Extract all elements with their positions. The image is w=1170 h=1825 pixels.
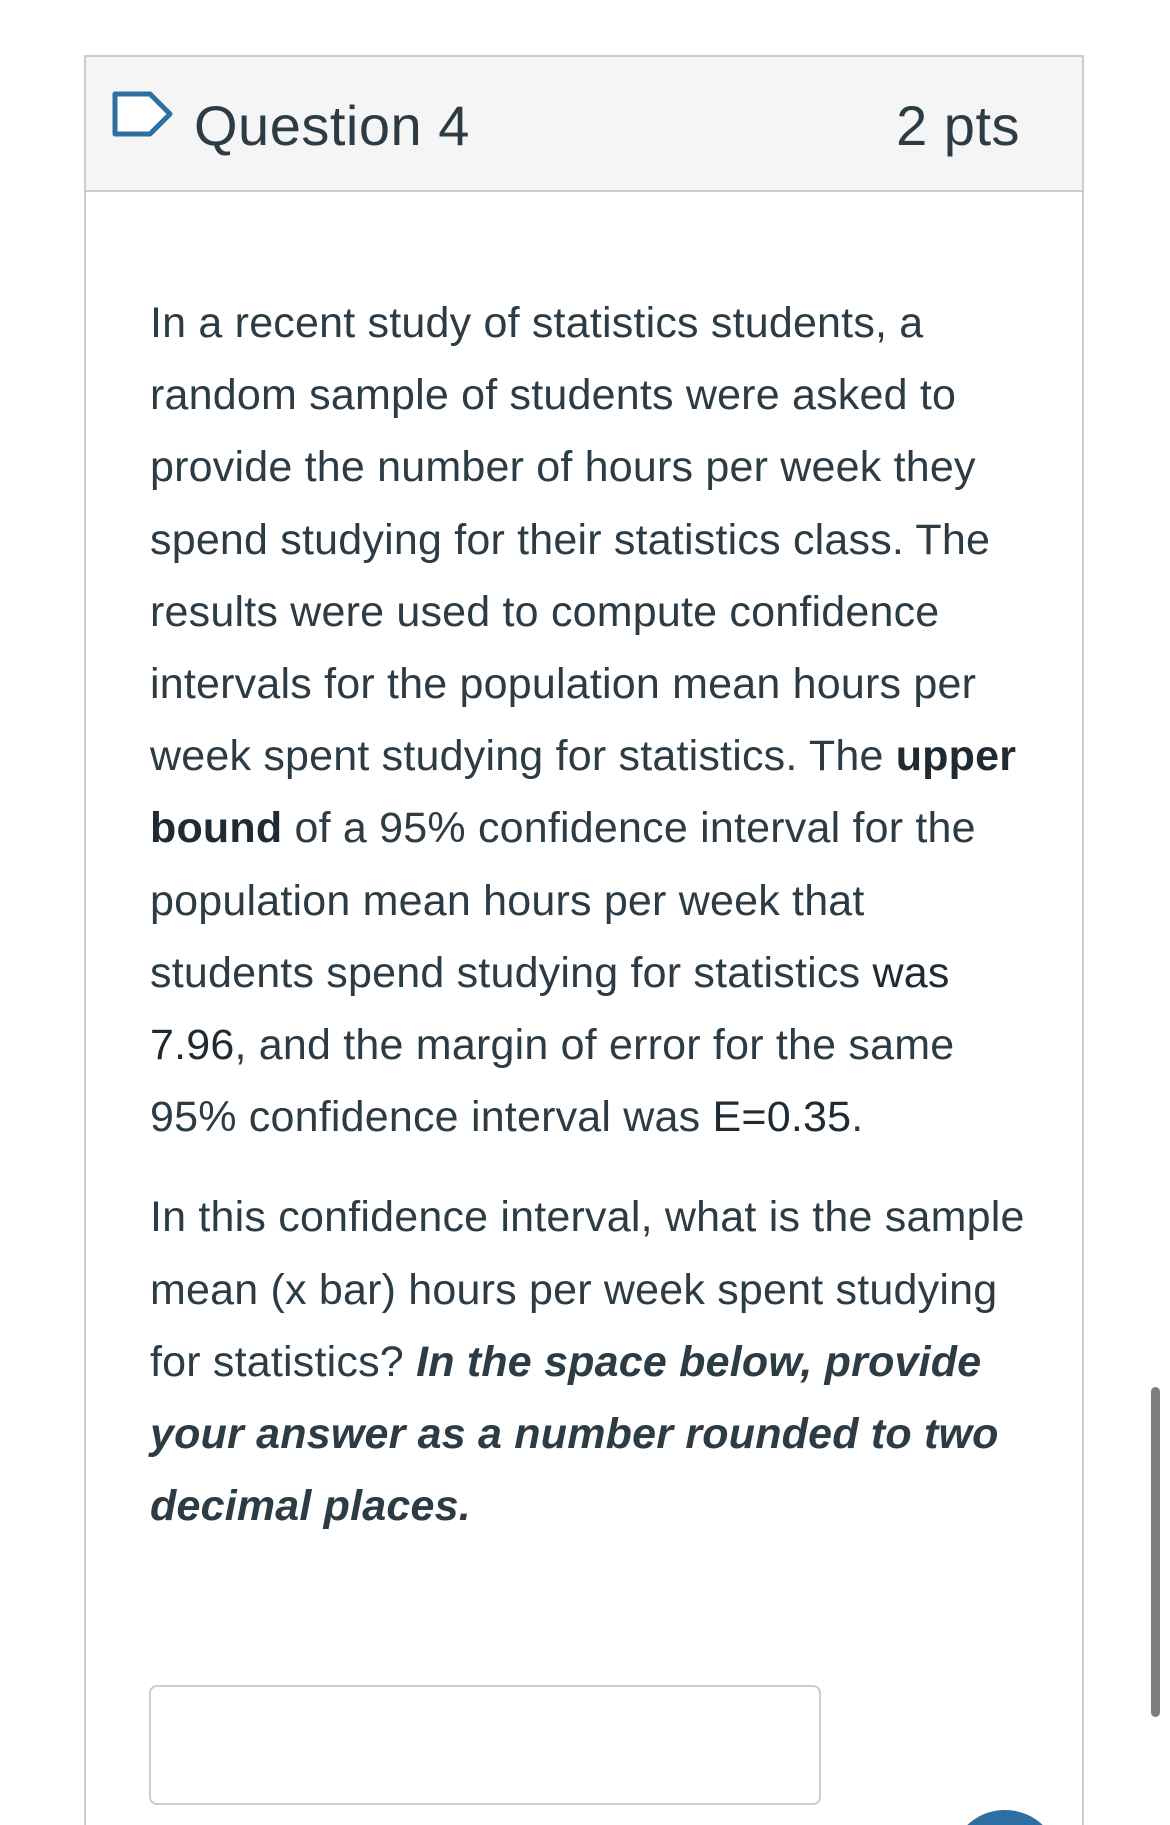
upper-bound-emphasis: upper bound: [150, 732, 1017, 853]
question-title: Question 4: [194, 94, 470, 157]
instruction-text: [150, 1181, 1030, 1542]
question-text: [150, 287, 1030, 1153]
scrollbar-thumb[interactable]: [1151, 1387, 1160, 1717]
question-header: [86, 57, 1082, 192]
instruction-plain: In this confidence interval, what is the sample mean (x bar) hours per week spent studying for statistics?: [150, 1193, 1025, 1386]
question-text-part1: In a recent study of statistics students, a random sample of students were asked to provide the number of hours per week they spend studying for their statistics class. The results were used to compute confidence intervals for the population mean hours per week spent studying for statistics. The: [150, 299, 991, 781]
margin-of-error-value: E=0.35: [712, 1093, 852, 1142]
question-card: [84, 55, 1084, 1825]
flag-icon[interactable]: [112, 91, 174, 137]
instruction-emphasis: In the space below, provide your answer as a number rounded to two decimal places.: [150, 1337, 999, 1531]
question-text-part4: .: [851, 1093, 864, 1142]
question-text-part2: of a 95% confidence interval for the population mean hours per week that students spend studying for statistics: [150, 804, 976, 997]
answer-input[interactable]: [149, 1685, 821, 1805]
upper-bound-value: was 7.96: [150, 948, 950, 1070]
question-points: 2 pts: [896, 94, 1020, 157]
question-body: [150, 287, 1030, 1542]
question-text-part3: , and the margin of error for the same 95% confidence interval was: [150, 1021, 955, 1142]
